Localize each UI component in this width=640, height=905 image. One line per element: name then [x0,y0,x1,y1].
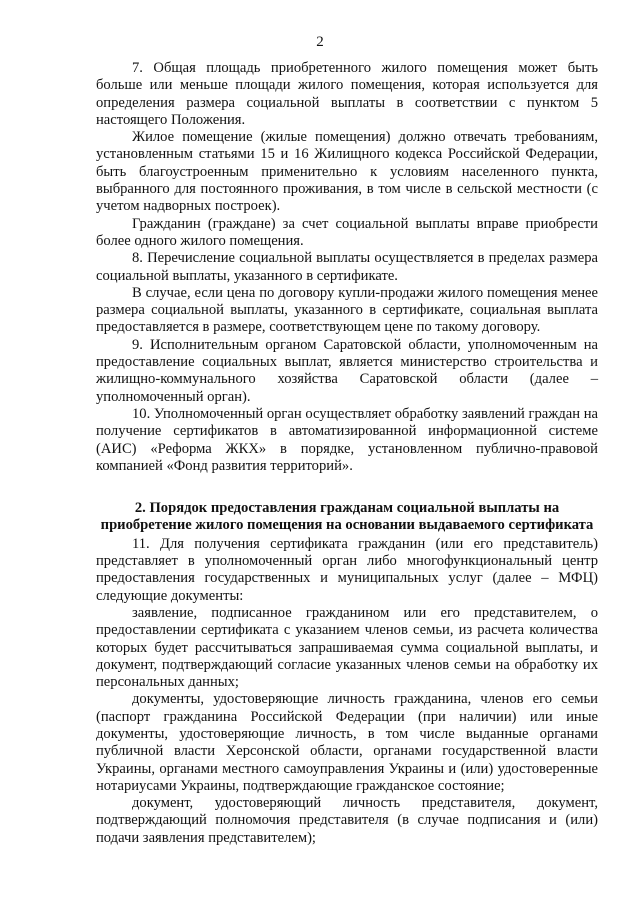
paragraph-representative-documents: документ, удостоверяющий личность представителя, документ, подтверждающий полномочия представителя (в случае подписания и (или) подачи заявления представителем); [96,795,598,846]
paragraph-housing-requirements: Жилое помещение (жилые помещения) должно отвечать требованиям, установленным статьями 15 и 16 Жилищного кодекса Российской Федерации, быть благоустроенным применительно к условиям населенного пункта, выбранного для постоянного проживания, в том числе в сельской местности (с учетом надворных построек). [96,129,598,215]
section-spacer [96,475,598,492]
paragraph-identity-documents: документы, удостоверяющие личность гражданина, членов его семьи (паспорт гражданина Российской Федерации (при наличии) или иные документы, удостоверяющие личность, в том числе выданные органами публичной власти Херсонской области, органами государственной власти Украины, органами местного самоуправления Украины и (или) удостоверенные нотариусами Украины, подтверждающие гражданское состояние; [96,691,598,794]
paragraph-11: 11. Для получения сертификата гражданин (или его представитель) представляет в уполномоченный орган либо многофункциональный центр предоставления государственных и муниципальных услуг (далее – МФЦ) следующие документы: [96,535,598,604]
paragraph-7: 7. Общая площадь приобретенного жилого помещения может быть больше или меньше площади жилого помещения, которая используется для определения размера социальной выплаты в соответствии с пунктом 5 настоящего Положения. [96,60,598,128]
paragraph-price-lower: В случае, если цена по договору купли-продажи жилого помещения менее размера социальной выплаты, указанного в сертификате, социальная выплата предоставляется в размере, соответствующем цене по такому договору. [96,284,598,336]
paragraph-8: 8. Перечисление социальной выплаты осуществляется в пределах размера социальной выплаты, указанного в сертификате. [96,250,598,284]
paragraph-multiple-dwellings: Гражданин (граждане) за счет социальной выплаты вправе приобрести более одного жилого помещения. [96,215,598,249]
document-body [96,60,598,847]
paragraph-9: 9. Исполнительным органом Саратовской области, уполномоченным на предоставление социальных выплат, является министерство строительства и жилищно-коммунального хозяйства Саратовской области (далее – уполномоченный орган). [96,336,598,405]
page-number: 2 [316,34,324,50]
section-2-heading: 2. Порядок предоставления гражданам социальной выплаты на приобретение жилого помещения на основании выдаваемого сертификата [100,500,594,534]
paragraph-10: 10. Уполномоченный орган осуществляет обработку заявлений граждан на получение сертификатов в автоматизированной информационной системе (АИС) «Реформа ЖКХ» в порядке, установленном публично-правовой компанией «Фонд развития территорий». [96,405,598,474]
paragraph-application: заявление, подписанное гражданином или его представителем, о предоставлении сертификата с указанием членов семьи, из расчета количества которых будет рассчитываться запрашиваемая сумма социальной выплаты, и документ, подтверждающий согласие указанных членов семьи на обработку их персональных данных; [96,604,598,691]
